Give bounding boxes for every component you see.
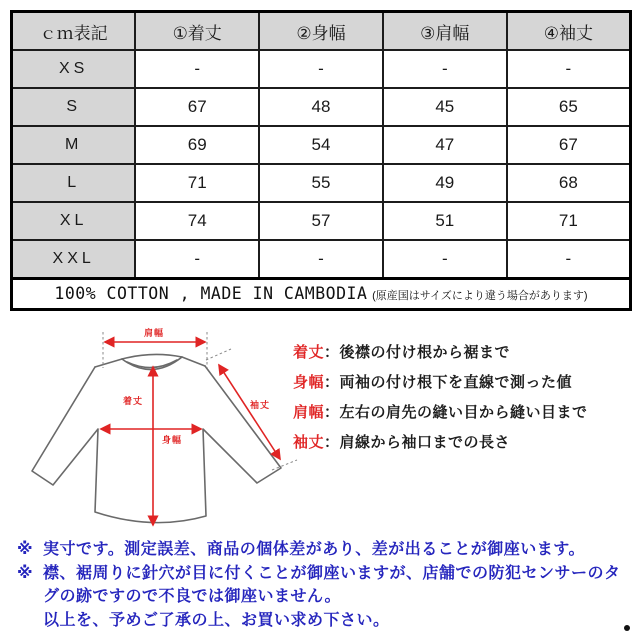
cell-value: 49 xyxy=(383,164,507,202)
cell-value: 47 xyxy=(383,126,507,164)
diagram-label-length: 着丈 xyxy=(123,396,144,406)
cell-value: 57 xyxy=(259,202,383,240)
cell-value: 45 xyxy=(383,88,507,126)
size-label: M xyxy=(12,126,136,164)
cell-value: 55 xyxy=(259,164,383,202)
table-row xyxy=(12,240,631,279)
cell-value: - xyxy=(383,50,507,88)
definition-description: 左右の肩先の縫い目から縫い目まで xyxy=(339,404,588,421)
cell-value: 71 xyxy=(135,164,259,202)
definition-sleeve xyxy=(293,428,633,458)
measurement-arrows xyxy=(101,342,280,525)
header-shoulder: ③肩幅 xyxy=(383,12,507,51)
header-length: ①着丈 xyxy=(135,12,259,51)
cell-value: - xyxy=(135,50,259,88)
note-marker: ※ xyxy=(17,564,34,582)
definition-term: 袖丈 xyxy=(293,434,325,451)
note-text: 実寸です。測定誤差、商品の個体差があり、差が出ることが御座います。 xyxy=(43,541,585,558)
diagram-label-shoulder: 肩幅 xyxy=(144,328,165,338)
disclaimer-notes xyxy=(17,538,635,632)
definition-width xyxy=(293,368,633,398)
definition-description: 肩線から袖口までの長さ xyxy=(339,434,511,451)
cell-value: 71 xyxy=(507,202,631,240)
definition-colon: ： xyxy=(324,374,340,391)
size-chart-table xyxy=(10,10,632,311)
cell-value: 68 xyxy=(507,164,631,202)
cell-value: 69 xyxy=(135,126,259,164)
table-row xyxy=(12,164,631,202)
note-marker xyxy=(17,585,43,609)
definition-description: 両袖の付け根下を直線で測った値 xyxy=(339,374,573,391)
definition-shoulder xyxy=(293,398,633,428)
table-row xyxy=(12,126,631,164)
definition-term: 肩幅 xyxy=(293,404,325,421)
header-sleeve: ④袖丈 xyxy=(507,12,631,51)
measurement-definitions xyxy=(293,338,633,458)
note-line xyxy=(17,609,635,633)
note-text: 以上を、予めご了承の上、お買い求め下さい。 xyxy=(43,611,390,629)
sleeve-length-arrow xyxy=(219,365,280,459)
note-marker xyxy=(17,609,43,633)
cell-value: 65 xyxy=(507,88,631,126)
note-text: 襟、裾周りに針穴が目に付くことが御座いますが、店舗での防犯センサーのタ xyxy=(43,564,621,582)
cell-value: - xyxy=(383,240,507,279)
cell-value: - xyxy=(135,240,259,279)
material-text: 100% COTTON , MADE IN CAMBODIA xyxy=(54,284,368,303)
header-width: ②身幅 xyxy=(259,12,383,51)
cell-value: - xyxy=(507,50,631,88)
cell-value: 67 xyxy=(135,88,259,126)
diagram-label-width: 身幅 xyxy=(162,435,183,445)
definition-term: 身幅 xyxy=(293,374,325,391)
table-row xyxy=(12,88,631,126)
note-marker: ※ xyxy=(17,541,34,558)
origin-note-text: (原産国はサイズにより違う場合があります) xyxy=(372,290,588,302)
size-label: XS xyxy=(12,50,136,88)
cell-value: - xyxy=(259,50,383,88)
cell-value: - xyxy=(507,240,631,279)
note-text: グの跡ですので不良では御座いません。 xyxy=(43,588,341,605)
note-line xyxy=(17,562,635,586)
size-label: S xyxy=(12,88,136,126)
cell-value: 48 xyxy=(259,88,383,126)
cell-value: 74 xyxy=(135,202,259,240)
shirt-outline-drawing xyxy=(32,354,281,522)
definition-colon: ： xyxy=(324,344,340,361)
diagram-label-sleeve: 袖丈 xyxy=(250,400,271,410)
cell-value: 51 xyxy=(383,202,507,240)
definition-colon: ： xyxy=(324,434,340,451)
material-info-cell xyxy=(12,279,631,310)
size-label: L xyxy=(12,164,136,202)
shirt-measurement-diagram xyxy=(10,322,302,544)
cell-value: 54 xyxy=(259,126,383,164)
table-header-row xyxy=(12,12,631,51)
definition-description: 後襟の付け根から裾まで xyxy=(339,344,511,361)
size-label: XL xyxy=(12,202,136,240)
cell-value: - xyxy=(259,240,383,279)
cell-value: 67 xyxy=(507,126,631,164)
definition-term: 着丈 xyxy=(293,344,325,361)
table-row xyxy=(12,50,631,88)
table-footer-row xyxy=(12,279,631,310)
table-row xyxy=(12,202,631,240)
definition-colon: ： xyxy=(324,404,340,421)
header-cm: ｃｍ表記 xyxy=(12,12,136,51)
definition-length xyxy=(293,338,633,368)
note-line xyxy=(17,538,635,562)
corner-dot xyxy=(624,625,630,631)
note-line xyxy=(17,585,635,609)
size-label: XXL xyxy=(12,240,136,279)
